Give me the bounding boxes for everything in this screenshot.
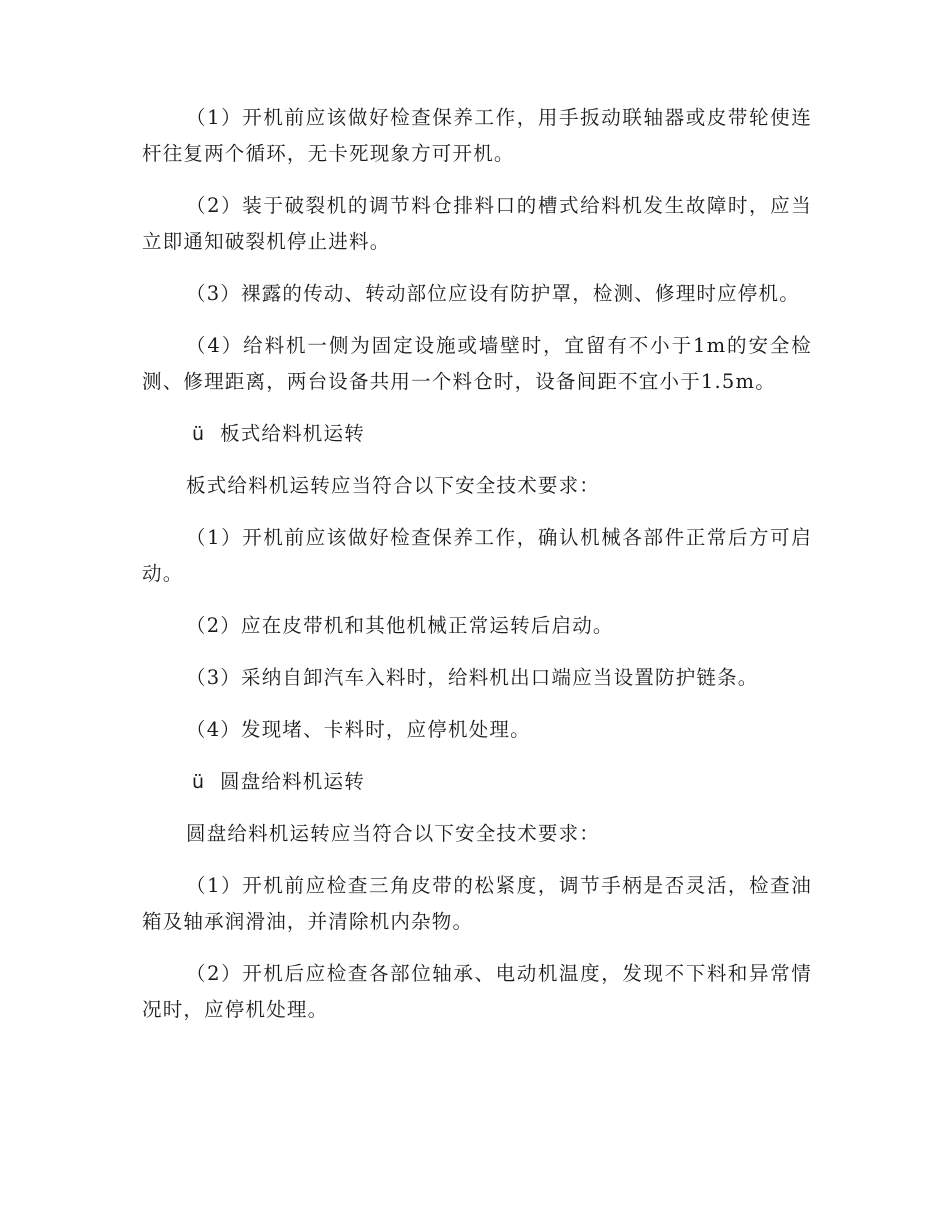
paragraph-disc-feeder-intro: 圆盘给料机运转应当符合以下安全技术要求： (186, 822, 601, 845)
document-page (142, 100, 812, 1044)
check-bullet-icon: ü (192, 771, 206, 793)
paragraph-trough-feeder-4: （4）给料机一侧为固定设施或墙壁时，宜留有不小于1m的安全检测、修理距离，两台设备共用一个料仓时，设备间距不宜小于1.5m。 (142, 334, 812, 393)
paragraph-plate-feeder-4: （4）发现堵、卡料时，应停机处理。 (186, 718, 531, 741)
section-heading-plate-feeder (142, 416, 812, 452)
check-bullet-icon: ü (192, 423, 206, 445)
paragraph-trough-feeder-2: （2）装于破裂机的调节料仓排料口的槽式给料机发生故障时，应当立即通知破裂机停止进料。 (142, 194, 812, 253)
paragraph-plate-feeder-3: （3）采纳自卸汽车入料时，给料机出口端应当设置防护链条。 (186, 666, 759, 689)
paragraph-trough-feeder-3: （3）裸露的传动、转动部位应设有防护罩，检测、修理时应停机。 (186, 282, 800, 305)
section-heading-disc-feeder (142, 764, 812, 800)
paragraph-disc-feeder-1: （1）开机前应检查三角皮带的松紧度，调节手柄是否灵活，检查油箱及轴承润滑油，并清除机内杂物。 (142, 874, 812, 933)
section-heading-text: 圆盘给料机运转 (220, 770, 365, 793)
paragraph-plate-feeder-intro: 板式给料机运转应当符合以下安全技术要求： (186, 474, 601, 497)
section-heading-text: 板式给料机运转 (220, 422, 365, 445)
paragraph-plate-feeder-2: （2）应在皮带机和其他机械正常运转后启动。 (186, 614, 614, 637)
paragraph-plate-feeder-1: （1）开机前应该做好检查保养工作，确认机械各部件正常后方可启动。 (142, 526, 812, 585)
paragraph-trough-feeder-1: （1）开机前应该做好检查保养工作，用手扳动联轴器或皮带轮使连杆往复两个循环，无卡死现象方可开机。 (142, 106, 812, 165)
paragraph-disc-feeder-2: （2）开机后应检查各部位轴承、电动机温度，发现不下料和异常情况时，应停机处理。 (142, 962, 812, 1021)
